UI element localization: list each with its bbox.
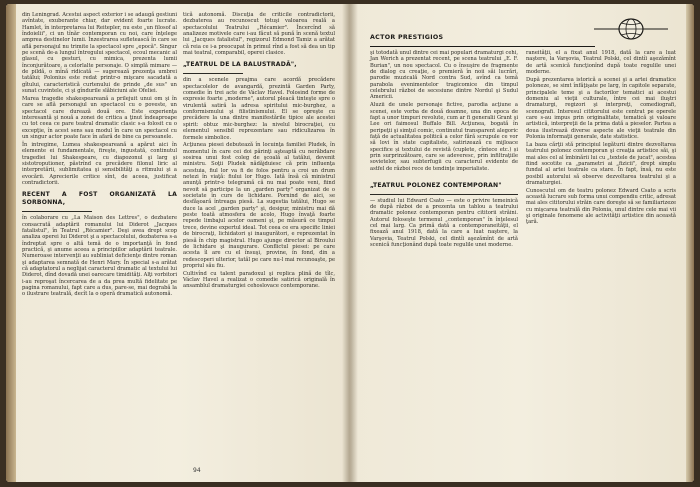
heading-arrow-rule [370,194,518,195]
heading-balustrada: „TEATRUL DE LA BALUSTRADĂ", [183,61,297,69]
paragraph: din a scenele preajma care acordă precădere spectacolelor de avangardă, prezintă Garden Party, comedie în trei acte de Václav Havel. Folosind forme de expresie foarte „moderne", autorul pleacă tinteşte spre o virulentă satiră la adresa spiritului mic-burghez, a conformismului şi filistinismului. El se opreşte cu precădere la una dintre manifestările tipice ale acestei spirit: obtuz mic-burghez: la nivelul birocraţiei, cu elementul sensibil reprezentare sau ridiculizarea în formele simbolice. [183,77,335,141]
paragraph: Acţiunea piesei debutează în locuinţa familiei Pludek, în momentul în care cei doi părinţi aşteaptă cu nerăbdare sosirea unui fost coleg de şcoală al tatălui, devenit ministru. Soţii Pludek nădăjduiesc că prin influenţa acestuia, fiul lor va fi de folos pentru a croi un drum netezi în viaţă: fiului lor Hugo. Iată însă că ministrul anunţă printr-o telegramă că nu mai poate veni, fiind nevoit să participe la un „garden party" organizat de o societate în curs de lichidare. Pornind de aici, se desfăşoară întreaga piesă. La sugestia tatălui, Hugo se duce la acel „garden party" şi, desigur, ministru mai dă peste toată atmosfera de acolo, Hugo învaţă foarte repede limbajul acelor oameni şi, pe măsură ce timpul trece, devine expertul ideal. Tot ceea ce era specific liniei de birocraţi, lichidatori şi inaugurători, e reprezentat în piesă în chip magistral. Hugo ajunge director al Biroului de lichidare şi inaugurare. Conflictul piesei: pe care acesta îl are cu el însuşi, provine, în fond, din a redescoperi ulterior, tatăl pe care nu-l mai recunoaşte, pe propriul său fiu. [183,142,335,269]
left-column-1 [22,12,177,299]
section-label: ACTOR PRESTIGIOS [370,34,444,41]
right-page [350,4,694,482]
paragraph: în colaborare cu „La Maison des Lettres", o dezbatere consacrată adaptării romanului lui Diderot „Jacques fatalistul", în Teatrul „Récamier". Deşi avea drept scop analiza operei lui Diderot şi a spectacolului, dezbaterea s-a îndreptat spre o altă temă de o importanţă în fond practică, şi anume aceea a principiilor adaptării teatrale. Numeroase intervenţii au subliniat deficienţe dintre roman şi adaptarea semnată de Henri Mary. În special s-a arătat că adaptatorul a neglijat caracterul dramatic al textului lui Diderot, dînd dovadă unei oarecare timidităţi. Alţi vorbitori i-au reproşat încercarea de a da prea multă fidelitate pe pagina romanului, fapt care a dus, pare-se, mai degrabă la o ilustrare teatrală, decît la o operă dramatică autonomă. [22,215,177,298]
right-binding [686,4,694,482]
book-gutter [342,4,358,482]
spacer [370,174,518,178]
paragraph: şi totodată unul dintre cei mai populari dramaturgi cehi, Jan Werich a prezentat recent, pe scena teatrului „E. F. Burian", un nou spectacol. Cu o însuşire de fragmente de dialog cu creaţie, o premieră în noii săi lucrări, parodie muzicală Nord contra Sud, avînd ca temă parabola evenimentelor tragicomice din timpul celebrului război de secesiune dintre Nordul şi Sudul Americii. [370,50,518,101]
paragraph: După prezentarea istorică a scenei şi a artei dramatice poloneze, se simt înfăţişate pe larg, în capitole separate, principalele teme şi a factorilor tematici ai acestui domeniu al vieţii culturale, între cei mai iluştri dramaturgi, regizori şi interpreţi, comediografi, scenografi. Interesul cititorului este centrat pe operele care s-au impus prin originalitate, tematică şi valoare artistică, interpreţii de la prima dată a pieselor. Partea a doua ilustrează diverse aspecte ale vieţii teatrale din Polonia informaţii generale, date statistice. [526,76,676,140]
left-column-2 [183,12,335,291]
paragraph: Cultivînd cu talent paradoxul şi replica plină de tîlc, Václav Havel a realizat o comedie satirică originală în ansamblul dramaturgiei cehoslovace contemporane. [183,270,335,290]
paragraph: La baza cărţii stă principiul legăturii dintre dezvoltarea teatrului polonez contemporan şi creaţia artistice săi, şi mai ales cel al îmbinării lui cu „textele de jucat", acestea fiind socotite ca „parametri ai „fizicii", drept simplu fundal al artei teatrale ca stare. În fapt, însă, nu este posibil autorului să observe dezvoltarea teatrului şi a dramaturgiei. [526,141,676,186]
heading-underline [22,211,92,212]
paragraph: Aluzii de unele personaje fictive, parodia acţiune a scenei, este vorba de două doamne, una din epoca de fapt a unor timpuri revolute, cum ar fi generalii Grant şi Lee ori faimosul Buffalo Bill. Acţiunea, bogată în peripeţii şi simţul comic, continutul transparent alegoric față de actualitatea politică a celor fără scrupule ce vor să lovi în state capitaliste, satirizează cu mijloace specifice și textului de revistă (cuplete, cîntece etc.) și prin surprinzătoare, care se adeveresc, prin infiltraţiile sovietelor, sau subterfugii cu caracterul evidente de astfel de război rece de tendinţe imperialiste. [370,102,518,172]
paragraph: din Leningrad. Acestui aspect exterior i se adaugă gestiuni avîntate, exuberante chiar, dar evident foarte lucrate. Hamlet, în interpretarea lui Reitepler, nu este „un filosof al îndoielii", ci un tînăr contemporan cu noi, care înţelege amprea destinelor lumii. Înzestrarea sufletească în care se află personajul nu trimite la spectacol spre „epocă". Singur pe scenă de-a lungul întregului spectacol, ecoul mecanic al glasul, cu gesturi, cu mimica, prezenta lumii înconjurătoare, a celorlalte personaje. O simplă mimare — de pildă, o mînă ridicată — sugerează prezenţa umbrei tatălui; Polonius este redat printr-o mişcare sacadată a gîtului, caracteristică curtenului de prinde „de sus" un sunat cuvintele, ci şi gîndurile slăbiciuni ale Ofeliei. [22,12,177,95]
heading-sorbonne: RECENT A FOST ORGANIZATĂ LA SORBONNA, [22,191,177,207]
left-page [6,4,350,482]
heading-underline [183,73,243,74]
section-rule [370,46,595,47]
paragraph: tică autonomă. Discuţia de criticile contradictorii, dezbaterea au recunoscut totuşi valoarea reală a spectacolului Teatrului „Récamier". Încercînd să analizeze motivele care i-au făcut să pună în scenă textul lui „Jacques fatalistul", regizorul Edmond Tamiz a arătat că reia ce i-a preocupat în primul rînd a fost să dea un tip mai teatral, comparabil, operei clasice. [183,12,335,57]
right-column-2 [526,50,676,227]
paragraph: raneităţii, el a fixat anul 1918, dată la care a luat naştere, la Varşovia, Teatrul Polski, cel dintîi aşezămînt de artă scenică funcţionînd după toate regulile unei moderne. [526,50,676,76]
paragraph: În intregime, Lumea shakespeareană a apărut aici în elemente ei fundamentale, fireşte, ingustată, continutul tragediei lui Shakespeare, cu diapozonul şi larg şi sistotroputioner, păstrînd cu precădere filonul liric al interpretării, sublimitatea şi sensibilităţi a ritmului şi a evocării. Aprecierile critice sînt, de aceea, justificat contradictorii. [22,141,177,186]
paragraph: — studiul lui Edward Csato — este o privire temeinică de după război de a prezenta un tablou a teatrului dramatic polonez contemporan pentru cititorii străini. Autorul foloseşte termenul „contemporan" în înţelesul cel mai larg. Ca primă dată a contemporaneităţii, el fixează anul 1918, dată la care a luat naştere, la Varşovia, Teatrul Polski, cel dintîi aşezămînt de artă scenică funcţionând după toate regulile unei moderne. [370,197,518,248]
book-spread [6,4,694,482]
paragraph: Marea tragedie shakespeareană a prilejuit unui om şi în care se află personajul un spectacol cu o poveste, un spectacol care durează două ore. Este experienţa interesantă şi nouă a zonei de critica a ţinut îndeaproape cu tot ceea ce pare teatral dramatic clasic s-a folosit cu o excepţie, în acest sens sau modul în care un spectacol cu un singur actor poate face în afară de bine ca persoanele. [22,95,177,141]
left-binding [6,4,16,482]
right-column-1 [370,50,518,250]
heading-teatrul-polonez: „TEATRUL POLONEZ CONTEMPORAN" [370,181,502,189]
page-number: 94 [193,467,201,474]
paragraph: Cunoscutul om de teatru polonez Edward Csato a scris această lucrare sub forma unui compendiu critic, adresat mai ales cititorului străin care doreşte să se familiarizeze cu mişcarea teatrală din Polonia, unul dintre cele mai vii şi originale fenomene ale activităţii artistice din această ţară. [526,187,676,226]
globe-icon [594,16,668,42]
